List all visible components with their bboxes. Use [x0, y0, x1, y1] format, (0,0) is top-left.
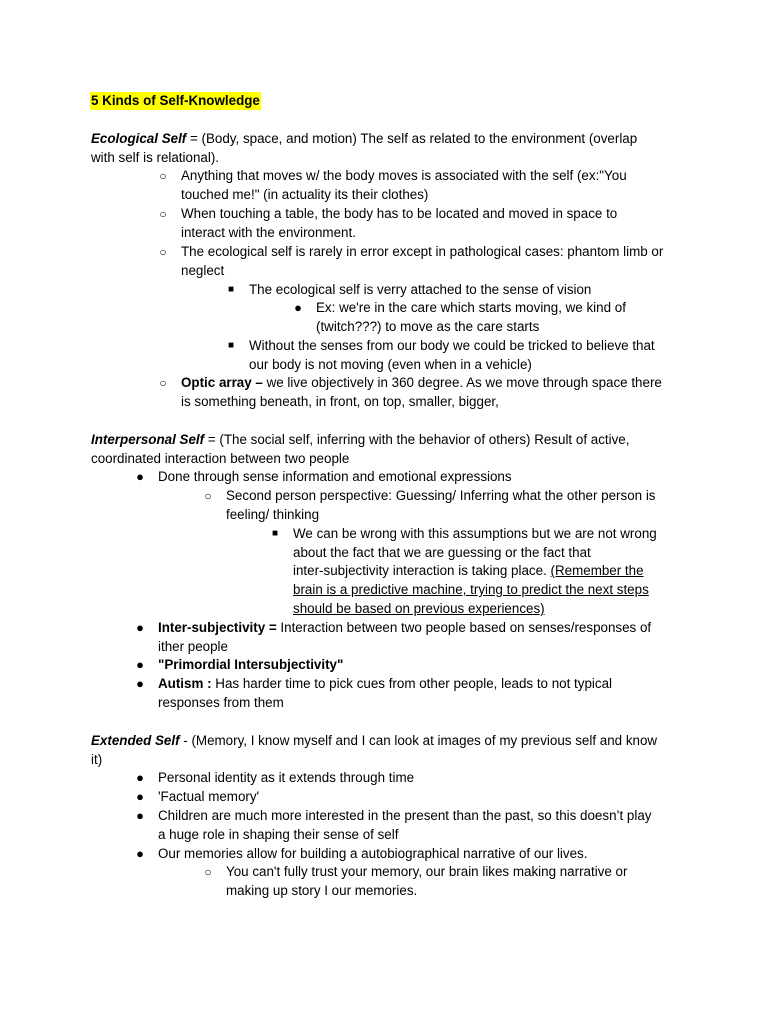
inter-subjectivity-term: Inter-subjectivity = [158, 620, 277, 635]
dot-bullet-icon: ● [136, 808, 144, 823]
list-item: Autism : Has harder time to pick cues from other people, leads to not typical [158, 676, 613, 691]
list-item: Personal identity as it extends through time [158, 770, 415, 785]
ecological-definition-cont: with self is relational). [91, 150, 220, 165]
list-item-cont: neglect [181, 263, 225, 278]
dot-bullet-icon: ● [294, 300, 302, 315]
list-item: When touching a table, the body has to be located and moved in space to [181, 206, 618, 221]
list-item-cont: about the fact that we are guessing or the fact that [293, 545, 591, 560]
list-item: Done through sense information and emotional expressions [158, 469, 512, 484]
autism-term: Autism : [158, 676, 212, 691]
square-bullet-icon: ■ [271, 528, 279, 539]
list-item: We can be wrong with this assumptions but we are not wrong [293, 526, 657, 541]
interpersonal-definition-cont: coordinated interaction between two people [91, 451, 350, 466]
list-item-cont: our body is not moving (even when in a vehicle) [249, 357, 532, 372]
list-item-cont: is something beneath, in front, on top, smaller, bigger, [181, 394, 499, 409]
list-item: Second person perspective: Guessing/ Inferring what the other person is [226, 488, 656, 503]
extended-term: Extended Self [91, 733, 180, 748]
extended-definition-cont: it) [91, 752, 103, 767]
square-bullet-icon: ■ [227, 340, 235, 351]
extended-definition: Extended Self - (Memory, I know myself and I can look at images of my previous self and know [91, 733, 658, 748]
interpersonal-term: Interpersonal Self [91, 432, 205, 447]
dot-bullet-icon: ● [136, 469, 144, 484]
list-item-cont: brain is a predictive machine, trying to predict the next steps [293, 582, 649, 597]
list-item: Our memories allow for building a autobiographical narrative of our lives. [158, 846, 588, 861]
list-item: Without the senses from our body we could be tricked to believe that [249, 338, 655, 353]
square-bullet-icon: ■ [227, 284, 235, 295]
circle-bullet-icon: ○ [159, 245, 167, 259]
list-item-cont: making up story I our memories. [226, 883, 418, 898]
dot-bullet-icon: ● [136, 789, 144, 804]
list-item: The ecological self is verry attached to the sense of vision [249, 282, 592, 297]
circle-bullet-icon: ○ [159, 376, 167, 390]
circle-bullet-icon: ○ [159, 169, 167, 183]
list-item-cont: feeling/ thinking [226, 507, 320, 522]
circle-bullet-icon: ○ [159, 207, 167, 221]
document-title: 5 Kinds of Self-Knowledge [91, 93, 260, 108]
ecological-definition: Ecological Self = (Body, space, and motion) The self as related to the environment (overlap [91, 131, 638, 146]
list-item: Inter-subjectivity = Interaction between two people based on senses/responses of [158, 620, 652, 635]
circle-bullet-icon: ○ [204, 489, 212, 503]
list-item-cont: ither people [158, 639, 228, 654]
list-item-cont: a huge role in shaping their sense of self [158, 827, 399, 842]
dot-bullet-icon: ● [136, 770, 144, 785]
dot-bullet-icon: ● [136, 676, 144, 691]
list-item-cont: interact with the environment. [181, 225, 356, 240]
list-item: Ex: we're in the care which starts moving, we kind of [316, 300, 626, 315]
interpersonal-definition: Interpersonal Self = (The social self, inferring with the behavior of others) Result of active, [91, 432, 630, 447]
optic-array-term: Optic array – [181, 375, 263, 390]
ecological-term: Ecological Self [91, 131, 187, 146]
dot-bullet-icon: ● [136, 657, 144, 672]
list-item: Optic array – we live objectively in 360 degree. As we move through space there [181, 375, 662, 390]
list-item-cont: (twitch???) to move as the care starts [316, 319, 540, 334]
list-item-cont: inter-subjectivity interaction is taking place. (Remember the [293, 563, 644, 578]
list-item-cont: touched me!" (in actuality its their clothes) [181, 187, 429, 202]
circle-bullet-icon: ○ [204, 865, 212, 879]
dot-bullet-icon: ● [136, 620, 144, 635]
list-item: The ecological self is rarely in error except in pathological cases: phantom limb or [181, 244, 664, 259]
list-item: Children are much more interested in the present than the past, so this doesn’t play [158, 808, 652, 823]
list-item-cont: responses from them [158, 695, 284, 710]
list-item-cont: should be based on previous experiences) [293, 601, 545, 616]
list-item: 'Factual memory' [158, 789, 260, 804]
list-item: You can't fully trust your memory, our brain likes making narrative or [226, 864, 628, 879]
dot-bullet-icon: ● [136, 846, 144, 861]
list-item: "Primordial Intersubjectivity" [158, 657, 344, 672]
list-item: Anything that moves w/ the body moves is associated with the self (ex:"You [181, 168, 627, 183]
